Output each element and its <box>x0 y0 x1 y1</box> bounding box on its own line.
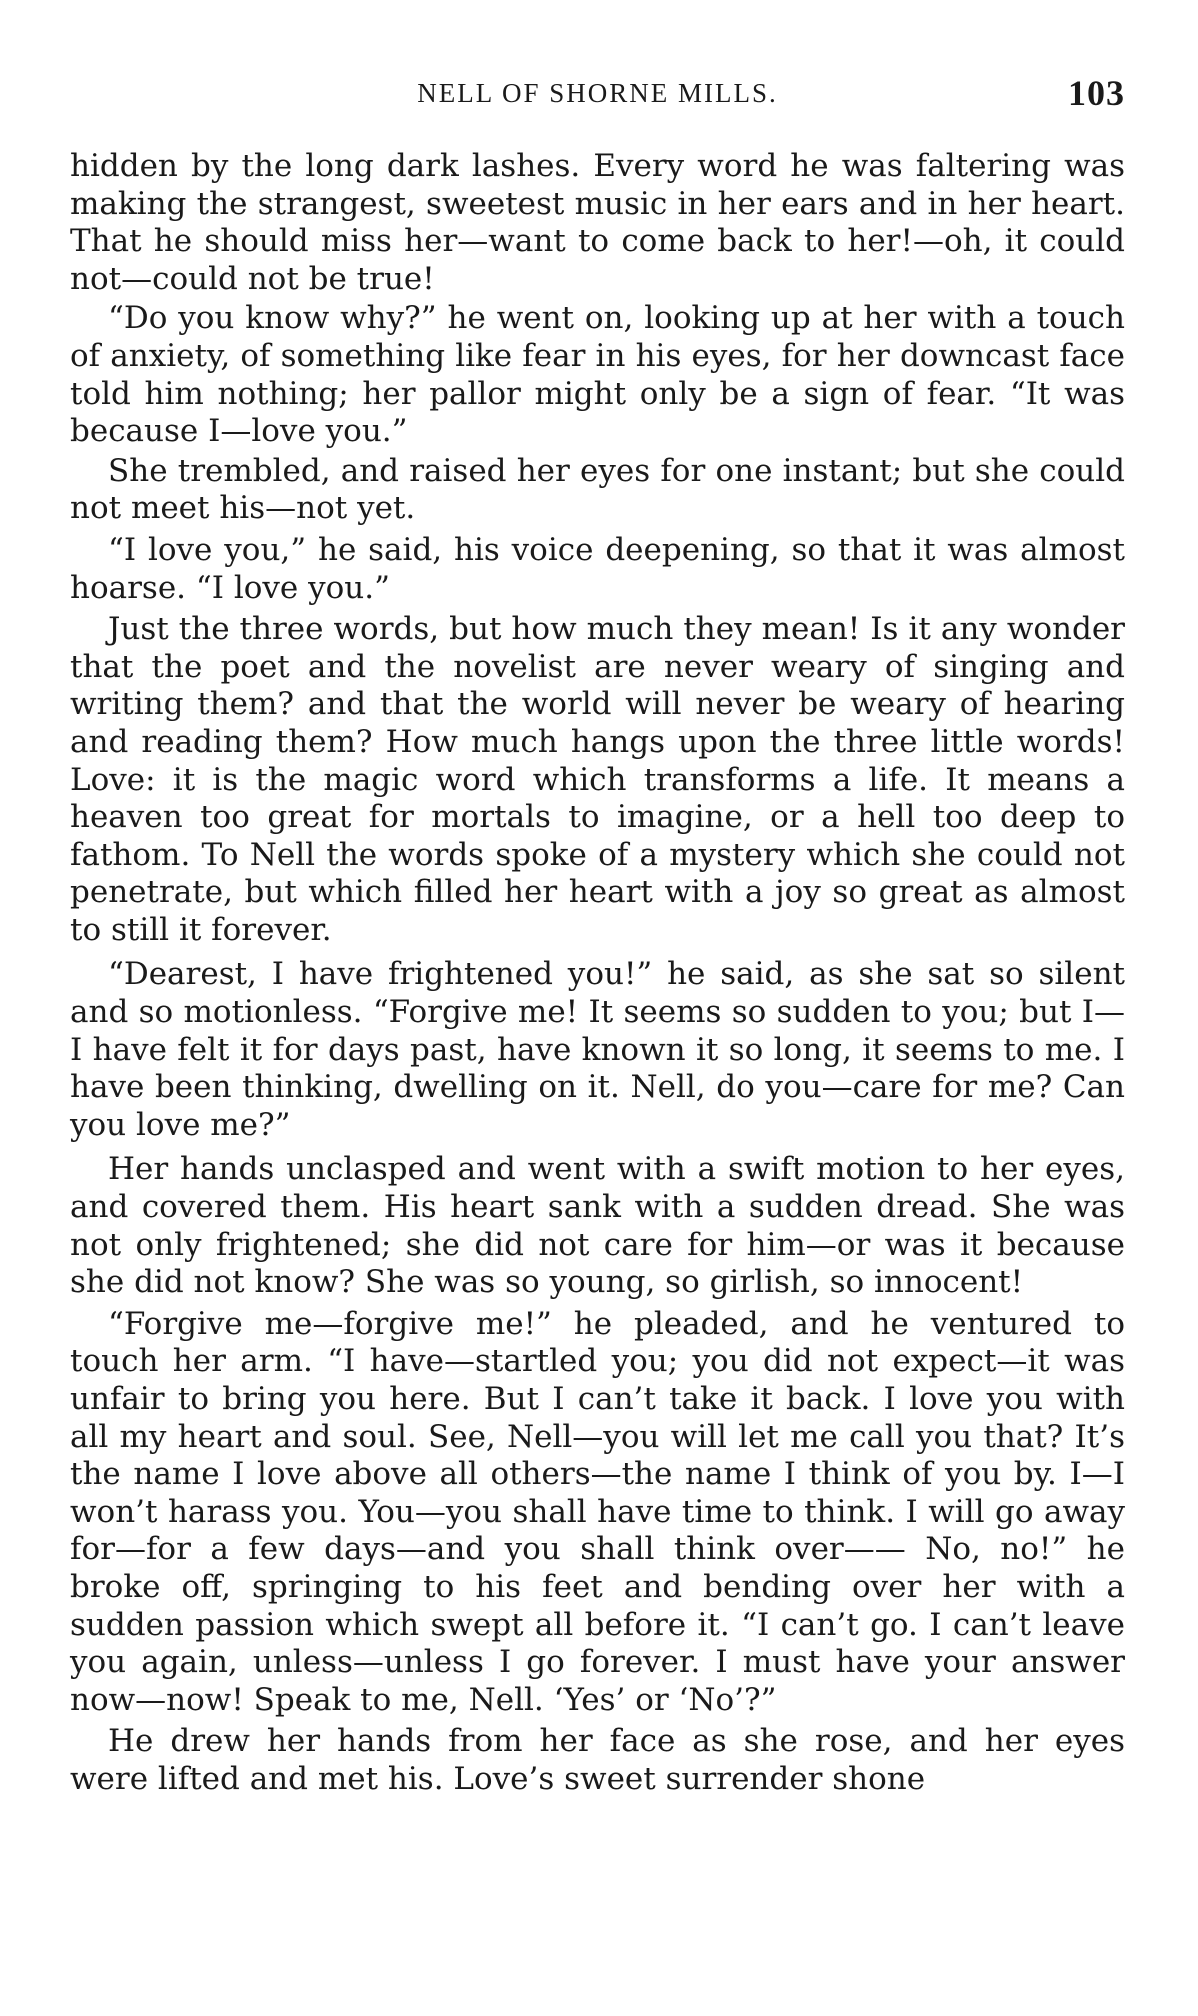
paragraph: He drew her hands from her face as she rose, and her eyes were lifted and met his. Love’s sweet surrender shone <box>70 1723 1125 1797</box>
paragraph: “Do you know why?” he went on, looking up at her with a touch of anxiety, of something like fear in his eyes, for her downcast face told him nothing; her pallor might only be a sign of fear. “It was because I—love you.” <box>70 300 1125 450</box>
running-title: NELL OF SHORNE MILLS. <box>417 78 778 108</box>
paragraph: She trembled, and raised her eyes for one instant; but she could not meet his—not yet. <box>70 452 1125 527</box>
paragraph-continued: hidden by the long dark lashes. Every word he was faltering was making the strangest, sweetest music in her ears and in her heart. That he should miss her—want to come back to her!—oh, it could not—could not be true! <box>70 148 1125 297</box>
paragraph: “Forgive me—forgive me!” he pleaded, and he ventured to touch her arm. “I have—startled you; you did not expect—it was unfair to bring you here. But I can’t take it back. I love you with all my heart and soul. See, Nell—you will let me call you that? It’s the name I love above all others—the name I think of you by. I—I won’t harass you. You—you shall have time to think. I will go away for—for a few days—and you shall think over—— No, no!” he broke off, springing to his feet and bending over her with a sudden passion which swept all before it. “I can’t go. I can’t leave you again, unless—unless I go forever. I must have your answer now—now! Speak to me, Nell. ‘Yes’ or ‘No’?” <box>70 1305 1125 1718</box>
paragraph: “I love you,” he said, his voice deepening, so that it was almost hoarse. “I love you.” <box>70 531 1125 606</box>
paragraph: “Dearest, I have frightened you!” he said, as she sat so silent and so motionless. “Forgive me! It seems so sudden to you; but I—I have felt it for days past, have known it so long, it seems to me. I have been thinking, dwelling on it. Nell, do you—care for me? Can you love me?” <box>70 956 1125 1143</box>
paragraph: Just the three words, but how much they mean! Is it any wonder that the poet and the novelist are never weary of singing and writing them? and that the world will never be weary of hearing and reading them? How much hangs upon the three little words! Love: it is the magic word which transforms a life. It means a heaven too great for mortals to imagine, or a hell too deep to fathom. To Nell the words spoke of a mystery which she could not penetrate, but which filled her heart with a joy so great as almost to still it forever. <box>70 611 1125 948</box>
page-header <box>70 73 1125 118</box>
paragraph: Her hands unclasped and went with a swift motion to her eyes, and covered them. His heart sank with a sudden dread. She was not only frightened; she did not care for him—or was it because she did not know? She was so young, so girlish, so innocent! <box>70 1151 1125 1301</box>
body-text <box>70 148 1125 1801</box>
page-number: 103 <box>1068 73 1125 113</box>
